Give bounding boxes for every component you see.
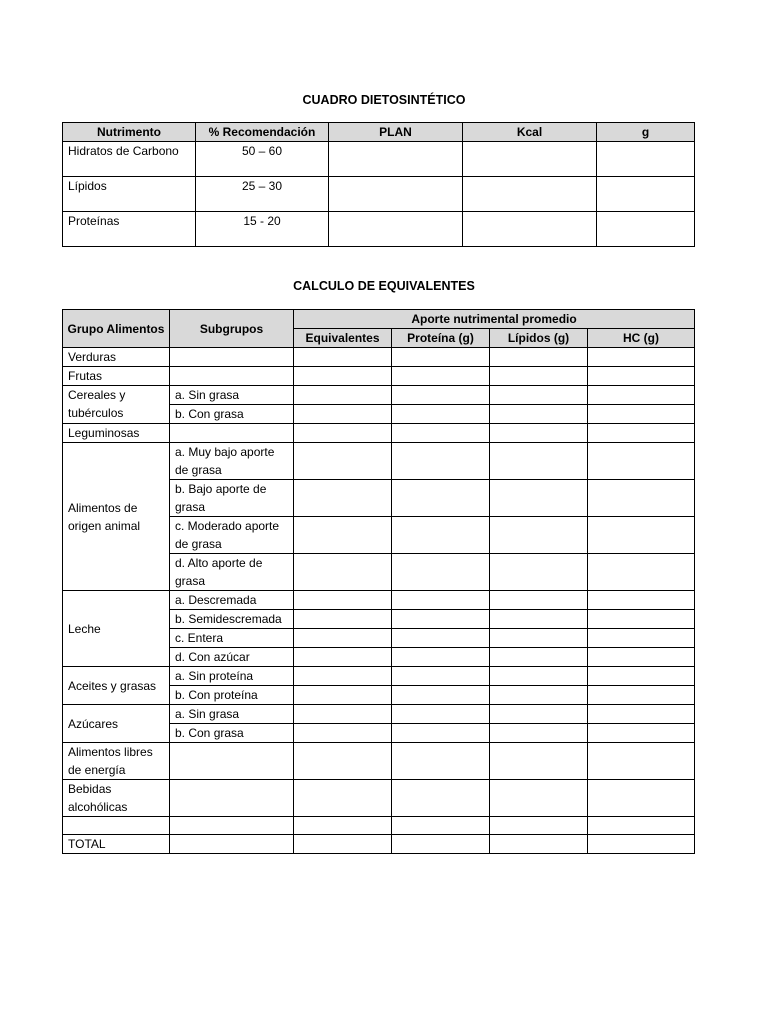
title-calculo-equivalentes: CALCULO DE EQUIVALENTES <box>293 279 475 293</box>
group-total: TOTAL <box>63 835 170 854</box>
header-grupo-alimentos: Grupo Alimentos <box>63 310 170 348</box>
proteina-cell[interactable] <box>392 443 490 480</box>
header-recomendacion: % Recomendación <box>196 123 329 142</box>
hc-cell[interactable] <box>588 780 695 817</box>
hc-cell[interactable] <box>588 480 695 517</box>
proteina-cell[interactable] <box>392 743 490 780</box>
proteina-cell[interactable] <box>392 686 490 705</box>
cell-plan[interactable] <box>329 212 463 247</box>
group-leche: Leche <box>63 591 170 667</box>
table-row <box>63 367 695 386</box>
equivalentes-cell[interactable] <box>294 817 392 835</box>
proteina-cell[interactable] <box>392 424 490 443</box>
table-row <box>63 705 695 724</box>
subgroup-label: c. Entera <box>170 629 294 648</box>
subgroup-cell[interactable] <box>170 367 294 386</box>
table-row-total <box>63 835 695 854</box>
table-row <box>63 212 695 247</box>
subgroup-label: a. Sin proteína <box>170 667 294 686</box>
equivalentes-table <box>62 309 695 854</box>
equivalentes-cell[interactable] <box>294 835 392 854</box>
table-row <box>63 348 695 367</box>
cell-kcal[interactable] <box>463 212 597 247</box>
equivalentes-cell[interactable] <box>294 554 392 591</box>
header-g: g <box>597 123 695 142</box>
lipidos-cell[interactable] <box>490 554 588 591</box>
proteina-cell[interactable] <box>392 367 490 386</box>
subgroup-label: a. Descremada <box>170 591 294 610</box>
lipidos-cell[interactable] <box>490 610 588 629</box>
hc-cell[interactable] <box>588 348 695 367</box>
lipidos-cell[interactable] <box>490 405 588 424</box>
hc-cell[interactable] <box>588 554 695 591</box>
equivalentes-cell[interactable] <box>294 648 392 667</box>
hc-cell[interactable] <box>588 835 695 854</box>
cell-kcal[interactable] <box>463 142 597 177</box>
hc-cell[interactable] <box>588 610 695 629</box>
proteina-cell[interactable] <box>392 554 490 591</box>
equivalentes-cell[interactable] <box>294 667 392 686</box>
proteina-cell[interactable] <box>392 629 490 648</box>
hc-cell[interactable] <box>588 517 695 554</box>
cell-nutrimento: Lípidos <box>63 177 196 212</box>
proteina-cell[interactable] <box>392 610 490 629</box>
cell-recomendacion: 15 - 20 <box>196 212 329 247</box>
header-subgrupos: Subgrupos <box>170 310 294 348</box>
hc-cell[interactable] <box>588 743 695 780</box>
hc-cell[interactable] <box>588 386 695 405</box>
group-alimentos-libres: Alimentos libres de energía <box>63 743 170 780</box>
cell-recomendacion: 50 – 60 <box>196 142 329 177</box>
lipidos-cell[interactable] <box>490 517 588 554</box>
lipidos-cell[interactable] <box>490 667 588 686</box>
lipidos-cell[interactable] <box>490 835 588 854</box>
table-row-empty <box>63 817 695 835</box>
cell-recomendacion: 25 – 30 <box>196 177 329 212</box>
table-row <box>63 591 695 610</box>
header-lipidos: Lípidos (g) <box>490 329 588 348</box>
table-header-row <box>63 310 695 329</box>
hc-cell[interactable] <box>588 367 695 386</box>
equivalentes-cell[interactable] <box>294 610 392 629</box>
subgroup-label: b. Semidescremada <box>170 610 294 629</box>
lipidos-cell[interactable] <box>490 424 588 443</box>
lipidos-cell[interactable] <box>490 743 588 780</box>
subgroup-label: b. Con proteína <box>170 686 294 705</box>
proteina-cell[interactable] <box>392 648 490 667</box>
proteina-cell[interactable] <box>392 517 490 554</box>
lipidos-cell[interactable] <box>490 480 588 517</box>
subgroup-label: a. Sin grasa <box>170 386 294 405</box>
subgroup-cell[interactable] <box>170 780 294 817</box>
header-equivalentes: Equivalentes <box>294 329 392 348</box>
cell-g[interactable] <box>597 212 695 247</box>
equivalentes-cell[interactable] <box>294 367 392 386</box>
proteina-cell[interactable] <box>392 780 490 817</box>
header-kcal: Kcal <box>463 123 597 142</box>
lipidos-cell[interactable] <box>490 686 588 705</box>
table-row <box>63 142 695 177</box>
subgroup-cell[interactable] <box>170 424 294 443</box>
equivalentes-cell[interactable] <box>294 705 392 724</box>
lipidos-cell[interactable] <box>490 648 588 667</box>
lipidos-cell[interactable] <box>490 705 588 724</box>
cell-plan[interactable] <box>329 177 463 212</box>
equivalentes-cell[interactable] <box>294 348 392 367</box>
proteina-cell[interactable] <box>392 480 490 517</box>
header-proteina: Proteína (g) <box>392 329 490 348</box>
cell-kcal[interactable] <box>463 177 597 212</box>
title-cuadro-dietosintetico: CUADRO DIETOSINTÉTICO <box>302 93 466 107</box>
proteina-cell[interactable] <box>392 817 490 835</box>
subgroup-label: d. Con azúcar <box>170 648 294 667</box>
table-row <box>63 667 695 686</box>
dietosintetico-table <box>62 122 695 247</box>
cell-nutrimento: Proteínas <box>63 212 196 247</box>
subgroup-label: a. Sin grasa <box>170 705 294 724</box>
cell-g[interactable] <box>597 177 695 212</box>
equivalentes-cell[interactable] <box>294 405 392 424</box>
proteina-cell[interactable] <box>392 835 490 854</box>
subgroup-label: b. Bajo aporte de grasa <box>170 480 294 517</box>
subgroup-cell[interactable] <box>170 743 294 780</box>
cell-nutrimento: Hidratos de Carbono <box>63 142 196 177</box>
header-hc: HC (g) <box>588 329 695 348</box>
header-nutrimento: Nutrimento <box>63 123 196 142</box>
group-aceites-grasas: Aceites y grasas <box>63 667 170 705</box>
equivalentes-cell[interactable] <box>294 743 392 780</box>
equivalentes-cell[interactable] <box>294 591 392 610</box>
subgroup-label: b. Con grasa <box>170 405 294 424</box>
proteina-cell[interactable] <box>392 724 490 743</box>
hc-cell[interactable] <box>588 648 695 667</box>
lipidos-cell[interactable] <box>490 443 588 480</box>
group-cell[interactable] <box>63 817 170 835</box>
cell-g[interactable] <box>597 142 695 177</box>
equivalentes-cell[interactable] <box>294 629 392 648</box>
equivalentes-cell[interactable] <box>294 443 392 480</box>
subgroup-cell[interactable] <box>170 835 294 854</box>
hc-cell[interactable] <box>588 629 695 648</box>
subgroup-label: d. Alto aporte de grasa <box>170 554 294 591</box>
proteina-cell[interactable] <box>392 705 490 724</box>
lipidos-cell[interactable] <box>490 591 588 610</box>
table-row <box>63 424 695 443</box>
hc-cell[interactable] <box>588 424 695 443</box>
table-row <box>63 743 695 780</box>
header-aporte-nutrimental: Aporte nutrimental promedio <box>294 310 695 329</box>
subgroup-label: c. Moderado aporte de grasa <box>170 517 294 554</box>
lipidos-cell[interactable] <box>490 629 588 648</box>
group-leguminosas: Leguminosas <box>63 424 170 443</box>
proteina-cell[interactable] <box>392 386 490 405</box>
group-alimentos-origen-animal: Alimentos de origen animal <box>63 443 170 591</box>
lipidos-cell[interactable] <box>490 724 588 743</box>
proteina-cell[interactable] <box>392 348 490 367</box>
equivalentes-cell[interactable] <box>294 424 392 443</box>
table-row <box>63 386 695 405</box>
lipidos-cell[interactable] <box>490 817 588 835</box>
group-verduras: Verduras <box>63 348 170 367</box>
table-row <box>63 443 695 480</box>
equivalentes-cell[interactable] <box>294 724 392 743</box>
hc-cell[interactable] <box>588 667 695 686</box>
lipidos-cell[interactable] <box>490 367 588 386</box>
subgroup-cell[interactable] <box>170 817 294 835</box>
table-header-row <box>63 123 695 142</box>
group-frutas: Frutas <box>63 367 170 386</box>
lipidos-cell[interactable] <box>490 386 588 405</box>
hc-cell[interactable] <box>588 817 695 835</box>
hc-cell[interactable] <box>588 686 695 705</box>
hc-cell[interactable] <box>588 443 695 480</box>
hc-cell[interactable] <box>588 591 695 610</box>
subgroup-cell[interactable] <box>170 348 294 367</box>
equivalentes-cell[interactable] <box>294 517 392 554</box>
equivalentes-cell[interactable] <box>294 386 392 405</box>
equivalentes-cell[interactable] <box>294 686 392 705</box>
subgroup-label: b. Con grasa <box>170 724 294 743</box>
proteina-cell[interactable] <box>392 405 490 424</box>
group-cereales: Cereales y tubérculos <box>63 386 170 424</box>
header-plan: PLAN <box>329 123 463 142</box>
table-row <box>63 177 695 212</box>
proteina-cell[interactable] <box>392 591 490 610</box>
hc-cell[interactable] <box>588 724 695 743</box>
lipidos-cell[interactable] <box>490 780 588 817</box>
group-bebidas-alcoholicas: Bebidas alcohólicas <box>63 780 170 817</box>
group-azucares: Azúcares <box>63 705 170 743</box>
equivalentes-cell[interactable] <box>294 780 392 817</box>
equivalentes-cell[interactable] <box>294 480 392 517</box>
hc-cell[interactable] <box>588 405 695 424</box>
proteina-cell[interactable] <box>392 667 490 686</box>
subgroup-label: a. Muy bajo aporte de grasa <box>170 443 294 480</box>
table-row <box>63 780 695 817</box>
lipidos-cell[interactable] <box>490 348 588 367</box>
cell-plan[interactable] <box>329 142 463 177</box>
hc-cell[interactable] <box>588 705 695 724</box>
